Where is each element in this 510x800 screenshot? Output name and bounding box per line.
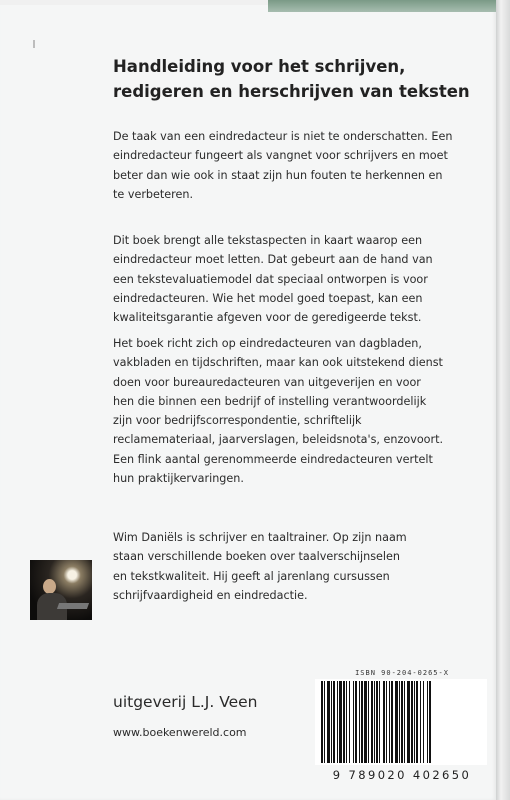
text-line: reclamemateriaal, jaarverslagen, beleidsnota's, enzovoort. xyxy=(113,433,444,447)
barcode-bar xyxy=(346,681,347,763)
blurb-paragraph-1 xyxy=(113,127,473,204)
barcode-bar xyxy=(429,681,431,763)
barcode-bar xyxy=(339,681,342,763)
text-line: Een flink aantal gerenommeerde eindredacteuren vertelt xyxy=(113,452,433,466)
text-line: eindredacteur moet letten. Dat gebeurt aan de hand van xyxy=(113,253,433,267)
barcode-bar xyxy=(333,681,335,763)
barcode-bar xyxy=(349,681,350,763)
author-photo-laptop xyxy=(57,603,89,609)
barcode-bar xyxy=(337,681,338,763)
spine-edge xyxy=(496,0,510,800)
barcode-bar xyxy=(411,681,413,763)
barcode-bar xyxy=(371,681,373,763)
barcode-bar xyxy=(401,681,403,763)
top-edge-band xyxy=(268,0,510,12)
barcode-bar xyxy=(359,681,360,763)
text-line: schrijfvaardigheid en eindredactie. xyxy=(113,588,308,602)
barcode-bar xyxy=(414,681,415,763)
author-photo xyxy=(30,560,92,620)
top-edge xyxy=(0,0,268,5)
text-line: De taak van een eindredacteur is niet te onderschatten. Een xyxy=(113,130,453,143)
text-line: Dit boek brengt alle tekstaspecten in kaart waarop een xyxy=(113,234,423,247)
barcode-bar xyxy=(416,681,418,763)
text-line: staan verschillende boeken over taalverschijnselen xyxy=(113,550,401,564)
barcode-bar xyxy=(404,681,405,763)
text-line: hen die binnen een bedrijf of instelling verantwoordelijk xyxy=(113,394,427,408)
text-line: te verbeteren. xyxy=(113,187,194,201)
author-bio xyxy=(113,528,473,605)
barcode-bar xyxy=(399,681,400,763)
author-photo-head xyxy=(43,579,56,594)
barcode xyxy=(315,679,487,765)
barcode-bar xyxy=(355,681,357,763)
barcode-bar xyxy=(389,681,390,763)
blurb-paragraph-3 xyxy=(113,334,473,488)
barcode-bar xyxy=(364,681,367,763)
title-line: redigeren en herschrijven van teksten xyxy=(113,82,470,101)
text-line: hun praktijkervaringen. xyxy=(113,472,244,486)
barcode-bar xyxy=(395,681,398,763)
text-line: doen voor bureauredacteuren van uitgeverijen en voor xyxy=(113,375,421,389)
publisher-name: uitgeverij L.J. Veen xyxy=(113,693,258,711)
barcode-bar xyxy=(361,681,363,763)
barcode-digits: 9 789020 402650 xyxy=(332,768,472,782)
barcode-bar xyxy=(427,681,428,763)
blurb-paragraph-2 xyxy=(113,231,473,327)
text-line: eindredacteuren. Wie het model goed toepast, kan een xyxy=(113,291,423,305)
barcode-bar xyxy=(324,681,325,763)
barcode-bar xyxy=(327,681,330,763)
barcode-bar xyxy=(420,681,421,763)
text-line: vakbladen en tijdschriften, maar kan ook uitstekend dienst xyxy=(113,356,443,370)
text-line: beter dan wie ook in staat zijn hun fouten te herkennen en xyxy=(113,168,443,182)
text-line: zijn voor bedrijfscorrespondentie, schriftelijk xyxy=(113,414,362,428)
text-line: Wim Daniëls is schrijver en taaltrainer. Op zijn naam xyxy=(113,531,407,544)
text-line: eindredacteur fungeert als vangnet voor schrijvers en moet xyxy=(113,149,448,163)
publisher-website: www.boekenwereld.com xyxy=(113,726,247,739)
barcode-bar xyxy=(374,681,375,763)
barcode-bar xyxy=(321,681,323,763)
text-line: een tekstevaluatiemodel dat speciaal ontworpen is voor xyxy=(113,272,428,286)
barcode-icon xyxy=(319,681,483,763)
barcode-bar xyxy=(376,681,378,763)
edge-mark xyxy=(33,40,35,48)
barcode-bar xyxy=(368,681,369,763)
barcode-bar xyxy=(386,681,387,763)
barcode-bar xyxy=(407,681,410,763)
barcode-bar xyxy=(343,681,345,763)
book-title xyxy=(113,54,483,104)
barcode-bar xyxy=(353,681,354,763)
barcode-bar xyxy=(391,681,393,763)
title-line: Handleiding voor het schrijven, xyxy=(113,57,406,76)
text-line: Het boek richt zich op eindredacteuren van dagbladen, xyxy=(113,337,422,350)
text-line: kwaliteitsgarantie afgeven voor de geredigeerde tekst. xyxy=(113,311,422,325)
barcode-bar xyxy=(331,681,332,763)
isbn-label: ISBN 90-204-0265-X xyxy=(355,669,449,677)
barcode-bar xyxy=(423,681,424,763)
text-line: en tekstkwaliteit. Hij geeft al jarenlang cursussen xyxy=(113,569,390,583)
barcode-bar xyxy=(379,681,380,763)
barcode-bar xyxy=(383,681,385,763)
